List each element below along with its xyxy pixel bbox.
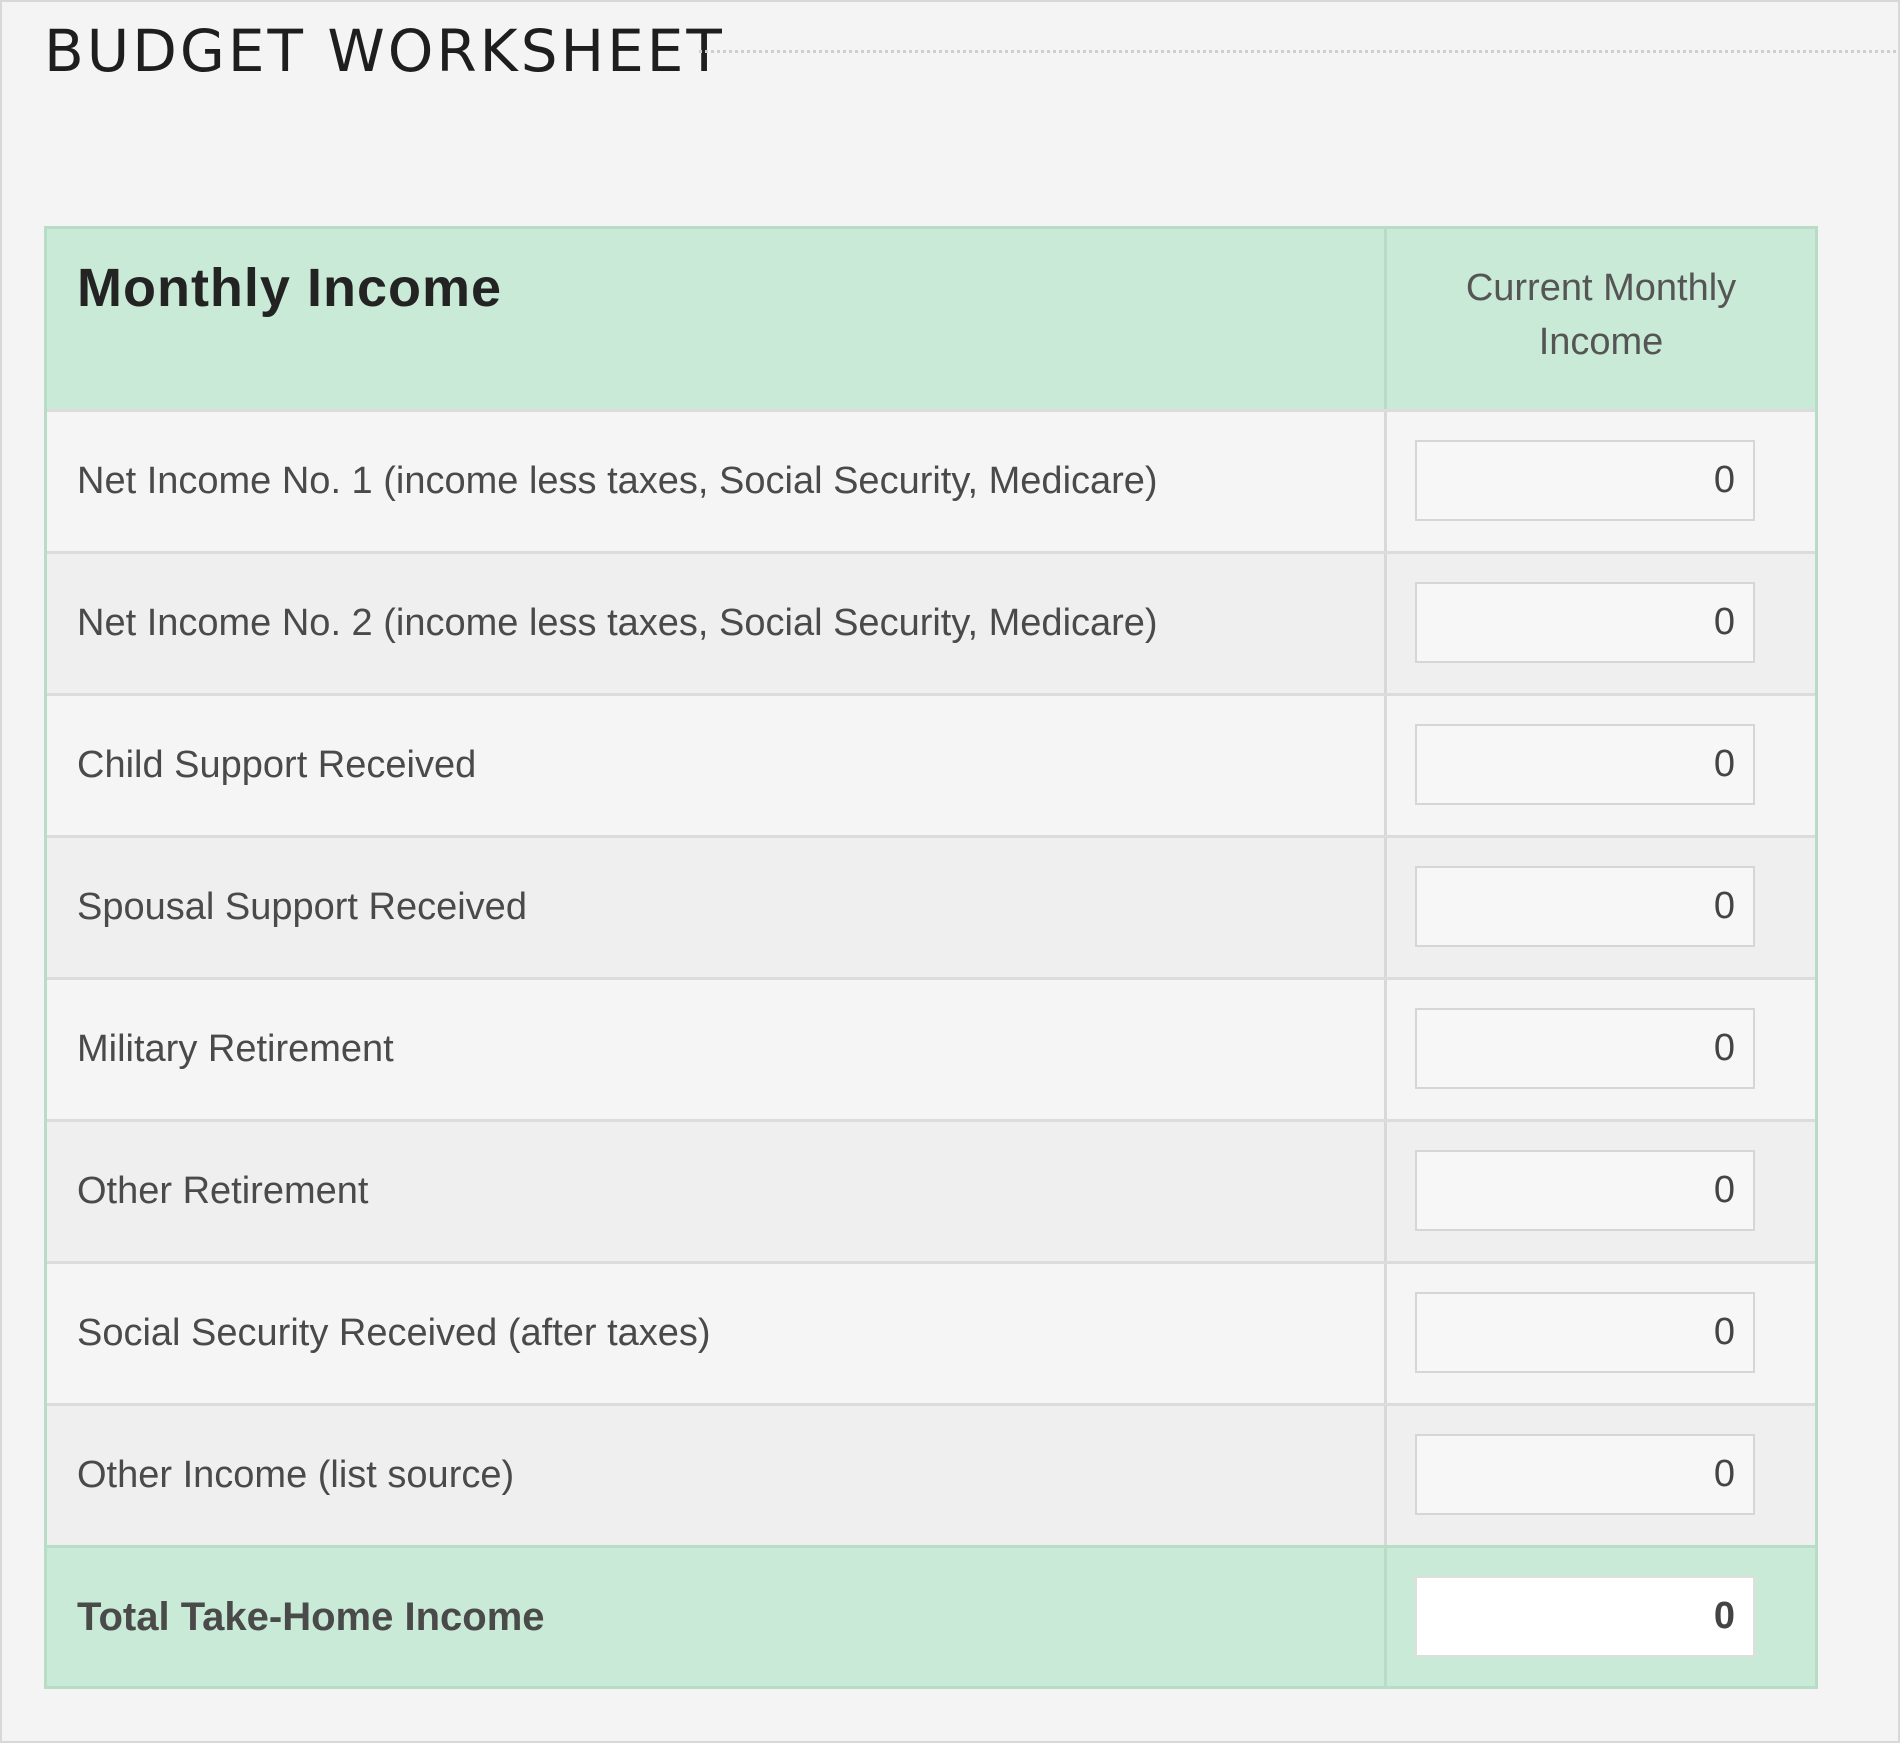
title-dotted-rule bbox=[699, 50, 1896, 53]
table-row bbox=[47, 409, 1815, 551]
table-row bbox=[47, 1261, 1815, 1403]
row-label: Net Income No. 2 (income less taxes, Social Security, Medicare) bbox=[47, 554, 1387, 693]
column-header-current-monthly-income: Current Monthly Income bbox=[1465, 267, 1737, 363]
table-row bbox=[47, 977, 1815, 1119]
row-label: Net Income No. 1 (income less taxes, Social Security, Medicare) bbox=[47, 412, 1387, 551]
table-header-row bbox=[47, 229, 1815, 409]
row-label: Spousal Support Received bbox=[47, 838, 1387, 977]
table-row bbox=[47, 551, 1815, 693]
military-retirement-input[interactable] bbox=[1415, 1008, 1755, 1089]
row-label: Military Retirement bbox=[47, 980, 1387, 1119]
column-header-cell bbox=[1387, 229, 1815, 409]
section-title: Monthly Income bbox=[77, 258, 503, 318]
section-title-cell bbox=[47, 229, 1387, 409]
row-label: Other Retirement bbox=[47, 1122, 1387, 1261]
table-row bbox=[47, 693, 1815, 835]
row-label: Social Security Received (after taxes) bbox=[47, 1264, 1387, 1403]
social-security-input[interactable] bbox=[1415, 1292, 1755, 1373]
page-header bbox=[44, 16, 1898, 86]
child-support-input[interactable] bbox=[1415, 724, 1755, 805]
monthly-income-table bbox=[44, 226, 1818, 1689]
other-retirement-input[interactable] bbox=[1415, 1150, 1755, 1231]
other-income-input[interactable] bbox=[1415, 1434, 1755, 1515]
table-row bbox=[47, 835, 1815, 977]
net-income-1-input[interactable] bbox=[1415, 440, 1755, 521]
total-label-cell bbox=[47, 1548, 1387, 1686]
total-row bbox=[47, 1545, 1815, 1686]
net-income-2-input[interactable] bbox=[1415, 582, 1755, 663]
total-take-home-income-field bbox=[1415, 1576, 1755, 1657]
row-label: Child Support Received bbox=[47, 696, 1387, 835]
spousal-support-input[interactable] bbox=[1415, 866, 1755, 947]
page-title: BUDGET WORKSHEET bbox=[44, 17, 725, 85]
row-label: Other Income (list source) bbox=[47, 1406, 1387, 1545]
table-row bbox=[47, 1403, 1815, 1545]
table-row bbox=[47, 1119, 1815, 1261]
total-label: Total Take-Home Income bbox=[77, 1594, 545, 1639]
